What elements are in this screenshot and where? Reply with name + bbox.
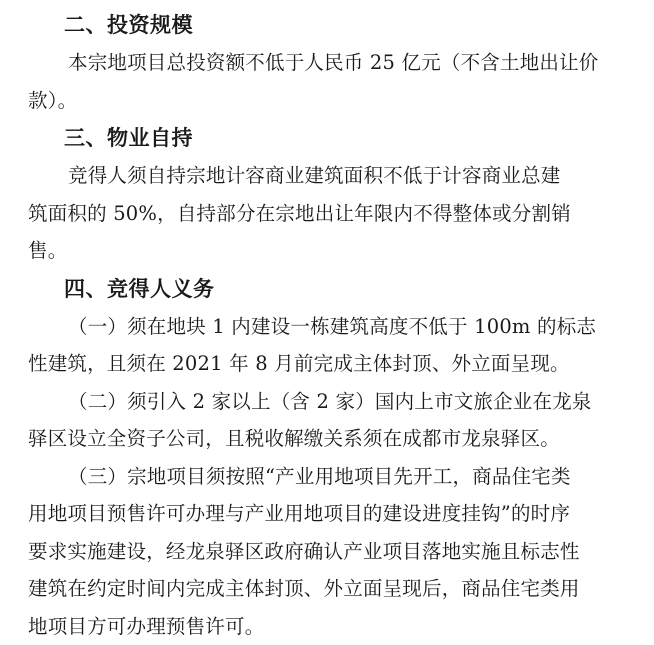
text-line: 要求实施建设，经龙泉驿区政府确认产业项目落地实施且标志性 <box>28 533 626 571</box>
text-line: 用地项目预售许可办理与产业用地项目的建设进度挂钩”的时序 <box>28 495 626 533</box>
text-line: （二）须引入 2 家以上（含 2 家）国内上市文旅企业在龙泉 <box>28 383 626 421</box>
text-line: 竞得人须自持宗地计容商业建筑面积不低于计容商业总建 <box>28 157 626 195</box>
paragraph-obligation-item-3 <box>28 458 626 645</box>
paragraph-property-self-holding <box>28 157 626 270</box>
text-line: 地项目方可办理预售许可。 <box>28 608 626 645</box>
section-heading-bidder-obligations: 四、竞得人义务 <box>28 270 626 308</box>
text-line: （三）宗地项目须按照“产业用地项目先开工，商品住宅类 <box>28 458 626 496</box>
text-line: 筑面积的 50%，自持部分在宗地出让年限内不得整体或分割销 <box>28 195 626 233</box>
text-line: 款）。 <box>28 82 626 120</box>
section-heading-investment-scale: 二、投资规模 <box>28 6 626 44</box>
text-line: 性建筑，且须在 2021 年 8 月前完成主体封顶、外立面呈现。 <box>28 345 626 383</box>
paragraph-obligation-item-1 <box>28 308 626 383</box>
paragraph-obligation-item-2 <box>28 383 626 458</box>
text-line: 建筑在约定时间内完成主体封顶、外立面呈现后，商品住宅类用 <box>28 570 626 608</box>
section-heading-property-self-holding: 三、物业自持 <box>28 119 626 157</box>
paragraph-investment-scale <box>28 44 626 119</box>
text-line: 驿区设立全资子公司，且税收解缴关系须在成都市龙泉驿区。 <box>28 420 626 458</box>
text-line: 售。 <box>28 232 626 270</box>
text-line: （一）须在地块 1 内建设一栋建筑高度不低于 100m 的标志 <box>28 308 626 346</box>
text-line: 本宗地项目总投资额不低于人民币 25 亿元（不含土地出让价 <box>28 44 626 82</box>
